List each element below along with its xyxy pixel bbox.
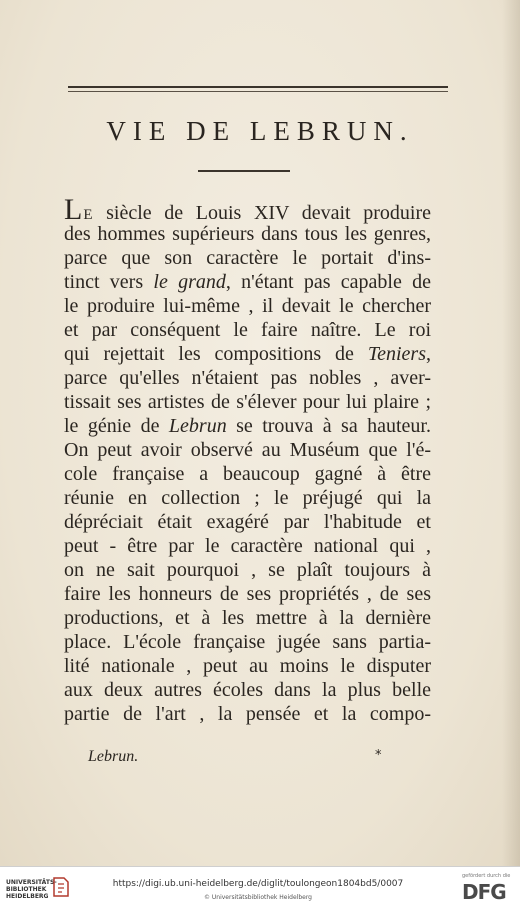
copyright-notice: © Universitätsbibliothek Heidelberg [203, 894, 312, 901]
body-line: le produire lui-même , il devait le chercher [64, 295, 431, 317]
funded-by-label: gefördert durch die [462, 873, 511, 879]
signature-star: * [375, 748, 382, 763]
body-line: peut - être par le caractère national qui , [64, 535, 431, 557]
body-line: des hommes supérieurs dans tous les genres, [64, 223, 431, 245]
body-line: partie de l'art , la pensée et la compo- [64, 703, 431, 725]
body-line: faire les honneurs de ses propriétés , de ses [64, 583, 431, 605]
permalink-url[interactable]: https://digi.ub.uni-heidelberg.de/diglit/toulongeon1804bd5/0007 [112, 879, 404, 889]
header-double-rule-thin [68, 91, 448, 92]
body-line: parce qu'elles n'étaient pas nobles , aver- [64, 367, 431, 389]
chapter-title: VIE DE LEBRUN. [106, 116, 414, 146]
header-double-rule [68, 86, 448, 88]
body-line: parce que son caractère le portait d'ins- [64, 247, 431, 269]
body-line: dépréciait était exagéré par l'habitude et [64, 511, 431, 533]
title-underline-rule [198, 170, 290, 172]
body-line: place. L'école française jugée sans partia- [64, 631, 431, 653]
body-line: lité nationale , peut au moins le disputer [64, 655, 431, 677]
body-text [64, 193, 431, 726]
body-line: le génie de Lebrun se trouva à sa hauteur. [64, 415, 431, 437]
body-line: on ne sait pourquoi , se plaît toujours à [64, 559, 431, 581]
body-line: qui rejettait les compositions de Teniers, [64, 343, 431, 365]
dfg-logo: DFG [462, 880, 506, 904]
body-line: On peut avoir observé au Muséum que l'é- [64, 439, 431, 461]
body-line: cole française a beaucoup gagné à être [64, 463, 431, 485]
library-name: UNIVERSITÄTS- BIBLIOTHEK HEIDELBERG [6, 879, 57, 900]
body-line: et par conséquent le faire naître. Le roi [64, 319, 431, 341]
body-line: tissait ses artistes de s'élever pour lui plaire ; [64, 391, 431, 413]
body-line: réunie en collection ; le préjugé qui la [64, 487, 431, 509]
library-logo-icon [52, 876, 70, 898]
body-line: aux deux autres écoles dans la plus belle [64, 679, 431, 701]
digitization-footer [0, 866, 520, 911]
body-line: LE siècle de Louis XIV devait produire [64, 193, 431, 226]
body-line: productions, et à les mettre à la dernière [64, 607, 431, 629]
signature-mark: Lebrun. [88, 748, 139, 765]
body-line: tinct vers le grand, n'étant pas capable de [64, 271, 431, 293]
